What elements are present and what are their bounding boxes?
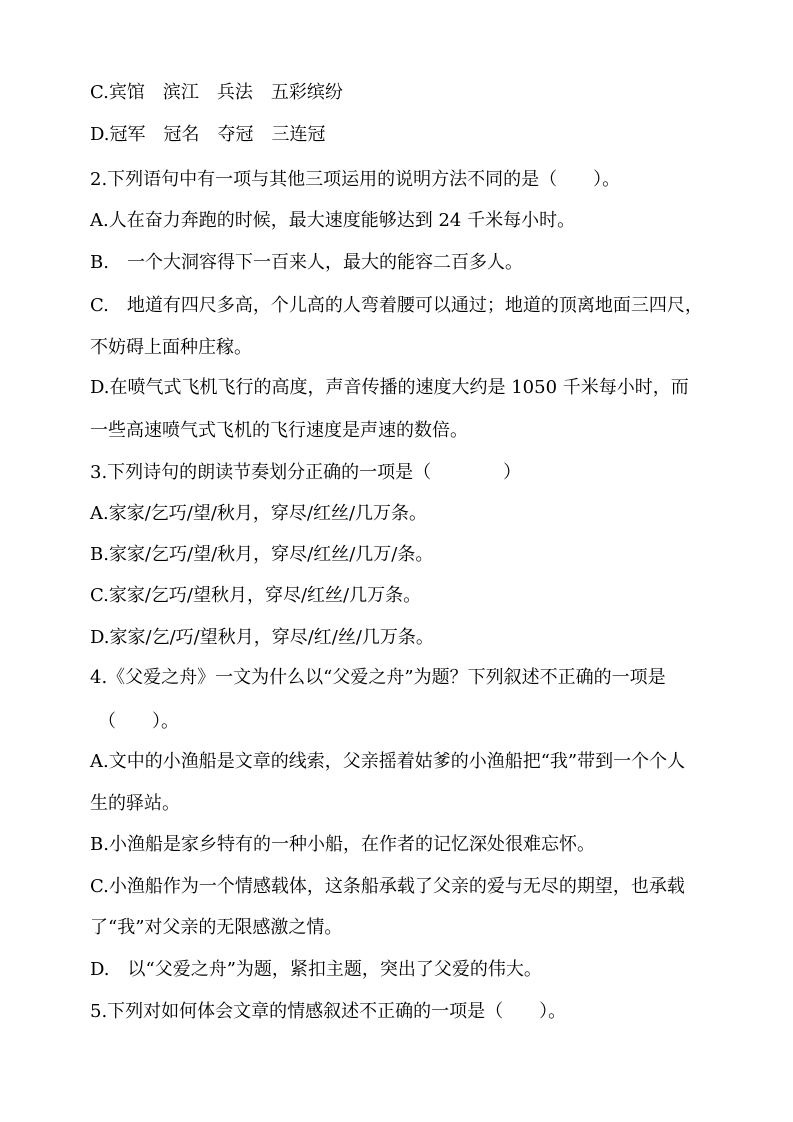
option-c-q2-cont: 不妨碍上面种庄稼。 [90, 337, 252, 358]
option-c-q3: C.家家/乞巧/望秋月，穿尽/红丝/几万条。 [90, 585, 422, 606]
option-a-q3: A.家家/乞巧/望/秋月，穿尽/红丝/几万条。 [90, 503, 428, 524]
question-5: 5.下列对如何体会文章的情感叙述不正确的一项是（ ）。 [90, 1001, 567, 1022]
option-c-q1: C.宾馆 滨江 兵法 五彩缤纷 [90, 82, 343, 103]
question-2: 2.下列语句中有一项与其他三项运用的说明方法不同的是（ ）。 [90, 169, 621, 190]
option-b-q4: B.小渔船是家乡特有的一种小船，在作者的记忆深处很难忘怀。 [90, 834, 595, 855]
question-3: 3.下列诗句的朗读节奏划分正确的一项是（ ） [90, 462, 522, 483]
option-d-q2: D.在喷气式飞机飞行的高度，声音传播的速度大约是 1050 千米每小时，而 [90, 377, 689, 398]
question-4: 4.《父爱之舟》一文为什么以“父爱之舟”为题？下列叙述不正确的一项是 [90, 667, 666, 688]
option-a-q4: A.文中的小渔船是文章的线索，父亲摇着姑爹的小渔船把“我”带到一个个人 [90, 751, 686, 772]
option-d-q3: D.家家/乞/巧/望秋月，穿尽/红/丝/几万条。 [90, 627, 434, 648]
option-d-q4: D. 以“父爱之舟”为题，紧扣主题，突出了父爱的伟大。 [90, 959, 542, 980]
option-c-q4: C.小渔船作为一个情感载体，这条船承载了父亲的爱与无尽的期望，也承载 [90, 876, 685, 897]
option-c-q2: C. 地道有四尺多高，个儿高的人弯着腰可以通过；地道的顶离地面三四尺， [90, 295, 703, 316]
option-d-q2-cont: 一些高速喷气式飞机的飞行速度是声速的数倍。 [90, 420, 468, 441]
question-4-cont: （ ）。 [98, 711, 179, 732]
option-a-q2: A.人在奋力奔跑的时候，最大速度能够达到 24 千米每小时。 [90, 210, 576, 231]
option-b-q3: B.家家/乞巧/望/秋月，穿尽/红丝/几万/条。 [90, 544, 434, 565]
option-a-q4-cont: 生的驿站。 [90, 793, 180, 814]
option-b-q2: B. 一个大洞容得下一百来人，最大的能容二百多人。 [90, 252, 523, 273]
option-d-q1: D.冠军 冠名 夺冠 三连冠 [90, 124, 326, 145]
option-c-q4-cont: 了“我”对父亲的无限感激之情。 [90, 917, 343, 938]
